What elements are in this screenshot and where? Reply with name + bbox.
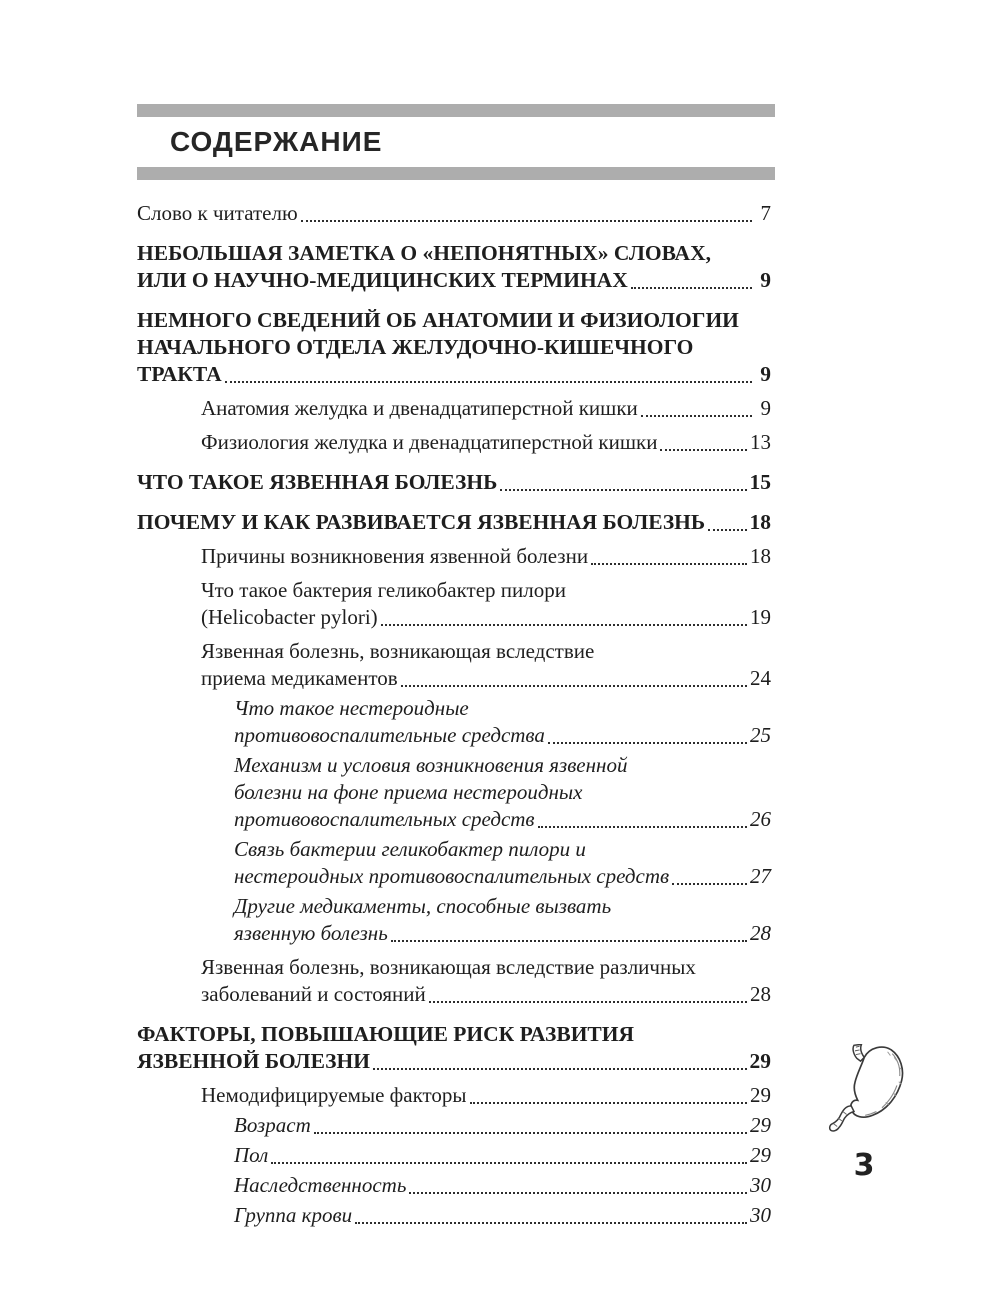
toc-entry-page: 9 (754, 268, 771, 292)
toc-entry-title: Немодифицируемые факторы (201, 1083, 467, 1107)
toc-entry (137, 509, 771, 536)
toc-entry-line: Язвенная болезнь, возникающая вследствие различных (201, 955, 696, 979)
dot-leader (591, 563, 747, 565)
toc-entry-line: Что такое бактерия геликобактер пилори (201, 578, 566, 602)
toc-entry-lastline (234, 1112, 771, 1139)
toc-entry (137, 200, 771, 227)
dot-leader (548, 742, 747, 744)
toc-entry-title: Физиология желудка и двенадцатиперстной кишки (201, 430, 658, 454)
stomach-illustration (826, 1044, 910, 1138)
toc-entry-lastline (137, 469, 771, 496)
toc-list (137, 200, 771, 1229)
dot-leader (314, 1132, 747, 1134)
toc-entry (201, 638, 771, 692)
toc-entry-line: НАЧАЛЬНОГО ОТДЕЛА ЖЕЛУДОЧНО-КИШЕЧНОГО (137, 335, 694, 359)
toc-entry-title: Анатомия желудка и двенадцатиперстной кишки (201, 396, 638, 420)
toc-entry-title: Слово к читателю (137, 201, 298, 225)
toc-entry-page: 27 (750, 864, 771, 888)
dot-leader (429, 1001, 747, 1003)
toc-entry-page: 26 (750, 807, 771, 831)
toc-entry-lastline (201, 429, 771, 456)
toc-entry-lastline (201, 665, 771, 692)
toc-entry-title: ЯЗВЕННОЙ БОЛЕЗНИ (137, 1049, 370, 1073)
toc-entry-lastline (234, 863, 771, 890)
toc-entry-lastline (234, 722, 771, 749)
toc-entry-lastline (201, 395, 771, 422)
toc-entry-title: Наследственность (234, 1173, 407, 1197)
dot-leader (672, 883, 747, 885)
toc-entry-line: Связь бактерии геликобактер пилори и (234, 837, 586, 861)
page-number: 3 (853, 1148, 875, 1183)
toc-entry (137, 240, 771, 294)
toc-entry-title: нестероидных противовоспалительных средств (234, 864, 670, 888)
dot-leader (381, 624, 747, 626)
toc-entry-page: 29 (750, 1083, 771, 1107)
dot-leader (391, 940, 747, 942)
toc-entry-page: 18 (749, 510, 771, 534)
toc-entry-page: 15 (749, 470, 771, 494)
toc-entry-title: ТРАКТА (137, 362, 222, 386)
toc-entry-lastline (137, 267, 771, 294)
dot-leader (470, 1102, 747, 1104)
toc-entry-line: НЕМНОГО СВЕДЕНИЙ ОБ АНАТОМИИ И ФИЗИОЛОГИИ (137, 308, 739, 332)
toc-entry-title: ИЛИ О НАУЧНО-МЕДИЦИНСКИХ ТЕРМИНАХ (137, 268, 628, 292)
dot-leader (225, 381, 752, 383)
toc-entry-lastline (201, 604, 771, 631)
toc-entry (137, 307, 771, 388)
toc-entry-title: заболеваний и состояний (201, 982, 426, 1006)
dot-leader (409, 1192, 747, 1194)
toc-entry (137, 469, 771, 496)
dot-leader (271, 1162, 747, 1164)
toc-entry-page: 9 (754, 362, 771, 386)
toc-entry-line: Язвенная болезнь, возникающая вследствие (201, 639, 595, 663)
toc-entry-title: ПОЧЕМУ И КАК РАЗВИВАЕТСЯ ЯЗВЕННАЯ БОЛЕЗНЬ (137, 510, 706, 534)
toc-entry (234, 1142, 771, 1169)
contents-title: СОДЕРЖАНИЕ (170, 126, 383, 157)
dot-leader (641, 415, 752, 417)
dot-leader (355, 1222, 747, 1224)
toc-entry-page: 18 (750, 544, 771, 568)
toc-entry (234, 752, 771, 833)
toc-entry-lastline (137, 361, 771, 388)
toc-entry-lastline (201, 981, 771, 1008)
toc-entry-title: противовоспалительных средств (234, 807, 535, 831)
toc-entry (234, 1172, 771, 1199)
toc-entry-line: Механизм и условия возникновения язвенной (234, 753, 628, 777)
toc-entry (201, 577, 771, 631)
toc-entry-title: Группа крови (234, 1203, 353, 1227)
header-bottom-bar (137, 167, 775, 180)
toc-entry-title: язвенную болезнь (234, 921, 388, 945)
toc-entry-title: Пол (234, 1143, 269, 1167)
toc-entry (201, 395, 771, 422)
toc-entry-title: противовоспалительные средства (234, 723, 545, 747)
header-top-bar (137, 104, 775, 117)
toc-entry-lastline (234, 1142, 771, 1169)
toc-entry-title: (Helicobacter pylori) (201, 605, 378, 629)
toc-entry-lastline (234, 806, 771, 833)
toc-entry-title: ЧТО ТАКОЕ ЯЗВЕННАЯ БОЛЕЗНЬ (137, 470, 498, 494)
toc-entry-title: Возраст (234, 1113, 311, 1137)
toc-entry-lastline (201, 543, 771, 570)
toc-entry-line: НЕБОЛЬШАЯ ЗАМЕТКА О «НЕПОНЯТНЫХ» СЛОВАХ, (137, 241, 711, 265)
toc-entry-line: болезни на фоне приема нестероидных (234, 780, 583, 804)
toc-entry-page: 30 (750, 1203, 771, 1227)
toc-entry-lastline (234, 1202, 771, 1229)
contents-header (137, 104, 775, 180)
toc-entry (234, 695, 771, 749)
toc-entry-page: 29 (749, 1049, 771, 1073)
toc-entry (201, 429, 771, 456)
toc-entry-page: 9 (755, 396, 771, 420)
dot-leader (631, 287, 752, 289)
toc-entry-page: 28 (750, 982, 771, 1006)
toc-entry (234, 836, 771, 890)
toc-entry-page: 29 (750, 1113, 771, 1137)
toc-entry (234, 1202, 771, 1229)
toc-entry-page: 29 (750, 1143, 771, 1167)
toc-entry-line: ФАКТОРЫ, ПОВЫШАЮЩИЕ РИСК РАЗВИТИЯ (137, 1022, 635, 1046)
toc-entry-lastline (234, 1172, 771, 1199)
toc-entry-title: Причины возникновения язвенной болезни (201, 544, 589, 568)
dot-leader (373, 1068, 747, 1070)
dot-leader (660, 449, 747, 451)
toc-entry-page: 30 (750, 1173, 771, 1197)
toc-entry-page: 28 (750, 921, 771, 945)
toc-entry-page: 24 (750, 666, 771, 690)
toc-entry-lastline (137, 509, 771, 536)
toc-entry-lastline (137, 1048, 771, 1075)
dot-leader (708, 529, 746, 531)
toc-entry-title: приема медикаментов (201, 666, 398, 690)
dot-leader (538, 826, 747, 828)
toc-entry-lastline (234, 920, 771, 947)
toc-entry-line: Что такое нестероидные (234, 696, 469, 720)
dot-leader (500, 489, 746, 491)
toc-entry-page: 25 (750, 723, 771, 747)
toc-entry-lastline (137, 200, 771, 227)
toc-entry (201, 543, 771, 570)
toc-entry (201, 954, 771, 1008)
toc-entry-lastline (201, 1082, 771, 1109)
toc-entry-page: 7 (755, 201, 771, 225)
toc-entry (234, 893, 771, 947)
toc-entry-page: 13 (750, 430, 771, 454)
dot-leader (401, 685, 747, 687)
toc-entry-page: 19 (750, 605, 771, 629)
toc-entry (201, 1082, 771, 1109)
toc-entry-line: Другие медикаменты, способные вызвать (234, 894, 612, 918)
toc-entry (137, 1021, 771, 1075)
toc-entry (234, 1112, 771, 1139)
dot-leader (301, 220, 753, 222)
